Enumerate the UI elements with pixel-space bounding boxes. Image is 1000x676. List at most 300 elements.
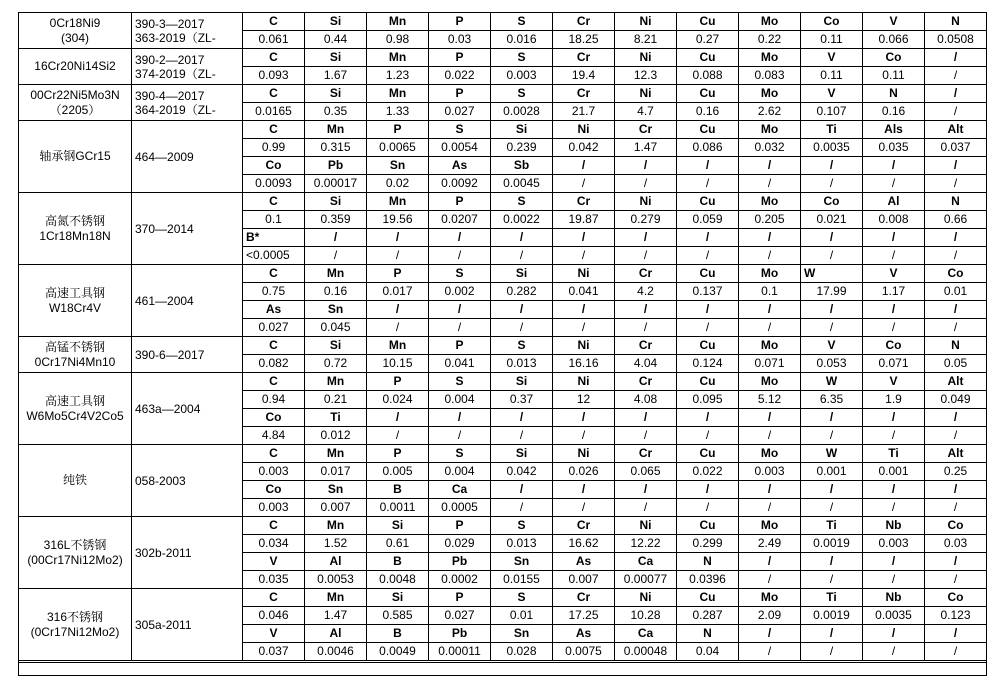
element-value-cell: 1.52 [305,535,367,553]
table-row [19,517,987,535]
element-value-cell: 0.027 [429,607,491,625]
element-value-cell: 0.0022 [491,211,553,229]
element-value-cell: / [677,319,739,337]
element-symbol-cell: N [925,13,987,31]
element-value-cell: 0.35 [305,103,367,121]
element-value-cell: 0.034 [243,535,305,553]
element-symbol-cell: / [739,301,801,319]
element-symbol-cell: N [677,625,739,643]
element-value-cell: 0.282 [491,283,553,301]
element-value-cell: 0.071 [863,355,925,373]
element-symbol-cell: Cu [677,517,739,535]
element-value-cell: 0.1 [739,283,801,301]
material-cell [19,373,132,445]
element-value-cell: 0.045 [305,319,367,337]
element-symbol-cell: / [801,625,863,643]
element-symbol-cell: Co [801,13,863,31]
table-row [19,337,987,355]
element-value-cell: 4.7 [615,103,677,121]
element-value-cell: 0.21 [305,391,367,409]
element-value-cell: 0.66 [925,211,987,229]
element-value-cell: / [491,319,553,337]
standard-line: 461—2004 [135,293,194,308]
table-row [19,85,987,103]
element-value-cell: 0.123 [925,607,987,625]
element-symbol-cell: P [367,445,429,463]
element-value-cell: 0.16 [677,103,739,121]
element-symbol-cell: Ti [801,517,863,535]
element-symbol-cell: Cu [677,589,739,607]
element-symbol-cell: Ti [305,409,367,427]
table-row [19,13,987,31]
element-symbol-cell: Mn [367,337,429,355]
element-symbol-cell: / [553,481,615,499]
element-value-cell: 0.004 [429,391,491,409]
element-value-cell: 0.003 [243,499,305,517]
element-symbol-cell: / [553,409,615,427]
element-symbol-cell: Ti [801,589,863,607]
material-cell [19,13,132,49]
table-row [19,121,987,139]
element-value-cell: / [491,499,553,517]
element-value-cell: 5.12 [739,391,801,409]
element-value-cell: 0.315 [305,139,367,157]
element-value-cell: 0.003 [863,535,925,553]
material-cell [19,589,132,661]
element-value-cell: / [739,319,801,337]
element-symbol-cell: Ni [615,193,677,211]
element-value-cell: 4.84 [243,427,305,445]
element-symbol-cell: Al [305,625,367,643]
element-value-cell: 12 [553,391,615,409]
element-value-cell: 6.35 [801,391,863,409]
element-symbol-cell: / [553,157,615,175]
element-symbol-cell: Ca [615,553,677,571]
element-symbol-cell: / [491,409,553,427]
element-value-cell: / [925,499,987,517]
element-symbol-cell: / [863,481,925,499]
element-symbol-cell: Ca [615,625,677,643]
material-line: 316不锈钢 [46,609,104,624]
element-value-cell: / [367,319,429,337]
standard-line: 464—2009 [135,149,194,164]
element-value-cell: 0.0155 [491,571,553,589]
element-symbol-cell: N [677,553,739,571]
standard-line: 302b-2011 [135,545,192,560]
element-value-cell: / [863,643,925,661]
element-symbol-cell: W [801,265,863,283]
element-symbol-cell: / [553,301,615,319]
table-row [19,589,987,607]
element-symbol-cell: P [429,13,491,31]
element-value-cell: 0.00048 [615,643,677,661]
standard-cell [132,49,243,85]
standard-line: 390-3—2017 [135,16,205,31]
element-value-cell: / [863,427,925,445]
element-symbol-cell: C [243,121,305,139]
element-value-cell: 0.03 [429,31,491,49]
element-symbol-cell: Ni [553,445,615,463]
element-symbol-cell: / [925,553,987,571]
element-symbol-cell: / [925,229,987,247]
element-symbol-cell: S [429,265,491,283]
standard-line: 390-4—2017 [135,88,205,103]
element-symbol-cell: C [243,49,305,67]
element-value-cell: / [429,427,491,445]
element-symbol-cell: S [429,445,491,463]
element-value-cell: 0.0053 [305,571,367,589]
element-value-cell: 0.021 [801,211,863,229]
element-value-cell: 0.124 [677,355,739,373]
standard-line: 370—2014 [135,221,194,236]
element-value-cell: 10.15 [367,355,429,373]
element-value-cell: 0.01 [925,283,987,301]
element-symbol-cell: Mo [739,589,801,607]
element-value-cell: 0.049 [925,391,987,409]
element-symbol-cell: Si [305,193,367,211]
element-value-cell: 0.0165 [243,103,305,121]
element-value-cell: 0.11 [801,67,863,85]
element-value-cell: 0.61 [367,535,429,553]
element-symbol-cell: / [801,229,863,247]
element-value-cell: 0.0002 [429,571,491,589]
element-symbol-cell: / [429,409,491,427]
element-value-cell: 1.67 [305,67,367,85]
material-line: (00Cr17Ni12Mo2) [27,552,123,567]
element-symbol-cell: Alt [925,373,987,391]
element-value-cell: 0.279 [615,211,677,229]
material-cell [19,265,132,337]
material-cell [19,85,132,121]
element-symbol-cell: Sn [367,157,429,175]
element-symbol-cell: / [615,157,677,175]
element-symbol-cell: C [243,337,305,355]
element-symbol-cell: V [801,337,863,355]
element-value-cell: 0.0092 [429,175,491,193]
element-value-cell: 0.359 [305,211,367,229]
element-symbol-cell: C [243,373,305,391]
element-symbol-cell: Mo [739,85,801,103]
element-symbol-cell: Ni [553,121,615,139]
element-value-cell: 0.0019 [801,607,863,625]
element-value-cell: 0.042 [553,139,615,157]
element-symbol-cell: / [739,409,801,427]
element-symbol-cell: / [863,553,925,571]
element-symbol-cell: V [863,373,925,391]
element-symbol-cell: / [367,409,429,427]
element-value-cell: / [925,319,987,337]
element-symbol-cell: Ca [429,481,491,499]
element-value-cell: / [801,247,863,265]
element-symbol-cell: / [615,301,677,319]
element-value-cell: 0.0019 [801,535,863,553]
element-symbol-cell: Mo [739,49,801,67]
element-value-cell: 19.87 [553,211,615,229]
element-value-cell: 2.09 [739,607,801,625]
element-symbol-cell: / [615,409,677,427]
material-cell [19,49,132,85]
element-symbol-cell: N [863,85,925,103]
element-symbol-cell: P [367,373,429,391]
element-value-cell: / [863,247,925,265]
element-value-cell: 0.299 [677,535,739,553]
element-value-cell: / [615,427,677,445]
element-symbol-cell: Si [491,121,553,139]
standard-line: 363-2019（ZL- [135,30,216,45]
element-value-cell: 0.059 [677,211,739,229]
element-value-cell: / [863,175,925,193]
element-value-cell: 12.3 [615,67,677,85]
element-symbol-cell: Si [305,85,367,103]
element-value-cell: / [553,499,615,517]
element-symbol-cell: Ni [615,85,677,103]
element-symbol-cell: Ni [553,373,615,391]
element-symbol-cell: / [739,229,801,247]
material-line: (304) [60,30,89,45]
element-symbol-cell: W [801,373,863,391]
element-symbol-cell: Co [801,193,863,211]
element-value-cell: 16.62 [553,535,615,553]
element-value-cell: 0.001 [863,463,925,481]
element-symbol-cell: Si [367,589,429,607]
element-value-cell: / [925,67,987,85]
element-value-cell: 0.022 [677,463,739,481]
element-value-cell: / [677,427,739,445]
element-value-cell: / [925,175,987,193]
element-symbol-cell: / [677,409,739,427]
element-symbol-cell: / [305,229,367,247]
element-value-cell: 0.05 [925,355,987,373]
element-symbol-cell: / [553,229,615,247]
element-symbol-cell: Co [243,481,305,499]
element-symbol-cell: Mn [367,85,429,103]
element-value-cell: 0.037 [925,139,987,157]
element-symbol-cell: / [677,157,739,175]
element-symbol-cell: / [925,481,987,499]
standard-line: 364-2019（ZL- [135,102,216,117]
element-symbol-cell: / [863,625,925,643]
element-value-cell: 0.0065 [367,139,429,157]
element-value-cell: 2.62 [739,103,801,121]
standard-cell [132,589,243,661]
element-symbol-cell: Sn [491,553,553,571]
element-symbol-cell: Ni [553,265,615,283]
material-line: （2205） [49,102,101,117]
element-symbol-cell: Ni [615,49,677,67]
element-value-cell: / [739,427,801,445]
element-symbol-cell: S [491,517,553,535]
element-value-cell: / [863,499,925,517]
element-value-cell: 0.007 [305,499,367,517]
element-symbol-cell: Cr [553,193,615,211]
table-row [19,373,987,391]
element-symbol-cell: / [801,553,863,571]
element-value-cell: / [553,319,615,337]
element-symbol-cell: / [739,157,801,175]
element-value-cell: 0.035 [243,571,305,589]
element-value-cell: 0.0508 [925,31,987,49]
element-symbol-cell: / [429,229,491,247]
material-line: W6Mo5Cr4V2Co5 [26,408,124,423]
element-symbol-cell: Co [925,517,987,535]
standard-cell [132,85,243,121]
element-symbol-cell: Al [305,553,367,571]
element-value-cell: 0.25 [925,463,987,481]
element-value-cell: 0.72 [305,355,367,373]
element-value-cell: / [863,319,925,337]
element-value-cell: / [305,247,367,265]
element-value-cell: 18.25 [553,31,615,49]
element-value-cell: / [801,643,863,661]
element-symbol-cell: Als [863,121,925,139]
element-symbol-cell: S [429,373,491,391]
element-value-cell: 4.04 [615,355,677,373]
element-symbol-cell: Cr [615,337,677,355]
element-symbol-cell: Co [863,337,925,355]
element-value-cell: / [801,427,863,445]
element-symbol-cell: Si [305,337,367,355]
element-value-cell: 0.088 [677,67,739,85]
element-symbol-cell: S [491,193,553,211]
element-symbol-cell: S [491,85,553,103]
element-symbol-cell: Cr [553,517,615,535]
material-line: (0Cr17Ni12Mo2) [30,624,120,639]
element-value-cell: / [801,571,863,589]
standard-cell [132,337,243,373]
element-symbol-cell: Si [491,373,553,391]
element-symbol-cell: Cu [677,337,739,355]
element-symbol-cell: Cu [677,85,739,103]
element-symbol-cell: Mo [739,517,801,535]
element-value-cell: 0.1 [243,211,305,229]
element-symbol-cell: S [491,589,553,607]
element-value-cell: / [615,499,677,517]
element-value-cell: 0.093 [243,67,305,85]
element-value-cell: / [615,247,677,265]
element-symbol-cell: Cu [677,49,739,67]
element-value-cell: / [677,499,739,517]
element-value-cell: / [615,175,677,193]
element-value-cell: / [925,643,987,661]
element-symbol-cell: / [801,481,863,499]
element-symbol-cell: / [863,301,925,319]
element-value-cell: 0.041 [429,355,491,373]
element-symbol-cell: Mo [739,445,801,463]
element-symbol-cell: / [925,157,987,175]
element-symbol-cell: Ni [615,13,677,31]
element-value-cell: / [739,643,801,661]
element-symbol-cell: N [925,193,987,211]
element-value-cell: 0.16 [863,103,925,121]
standard-line: 390-2—2017 [135,52,205,67]
element-symbol-cell: S [491,13,553,31]
element-value-cell: 0.061 [243,31,305,49]
element-symbol-cell: / [367,301,429,319]
element-value-cell: 17.99 [801,283,863,301]
element-value-cell: / [739,499,801,517]
element-symbol-cell: / [801,301,863,319]
element-value-cell: 0.03 [925,535,987,553]
element-value-cell: 0.004 [429,463,491,481]
element-symbol-cell: / [863,157,925,175]
element-value-cell: 0.16 [305,283,367,301]
element-symbol-cell: / [491,481,553,499]
element-value-cell: 0.99 [243,139,305,157]
element-value-cell: 0.00077 [615,571,677,589]
element-symbol-cell: Cr [615,445,677,463]
element-symbol-cell: / [677,229,739,247]
element-symbol-cell: / [367,229,429,247]
material-cell [19,337,132,373]
element-value-cell: / [801,319,863,337]
element-symbol-cell: Cu [677,373,739,391]
element-value-cell: 0.001 [801,463,863,481]
table-row [19,193,987,211]
material-cell [19,517,132,589]
element-symbol-cell: Co [243,409,305,427]
material-line: 0Cr17Ni4Mn10 [34,354,116,369]
element-symbol-cell: / [925,625,987,643]
element-value-cell: / [553,247,615,265]
standard-line: 390-6—2017 [135,347,205,362]
element-value-cell: / [553,427,615,445]
element-symbol-cell: Ni [615,517,677,535]
standard-line: 374-2019（ZL- [135,66,216,81]
element-value-cell: 0.071 [739,355,801,373]
element-symbol-cell: Si [491,265,553,283]
element-symbol-cell: Mo [739,193,801,211]
element-value-cell: 0.086 [677,139,739,157]
element-value-cell: 4.08 [615,391,677,409]
element-value-cell: 0.0035 [863,607,925,625]
element-symbol-cell: / [925,85,987,103]
element-value-cell: 0.37 [491,391,553,409]
element-symbol-cell: / [863,409,925,427]
element-symbol-cell: / [615,229,677,247]
element-symbol-cell: Sn [305,301,367,319]
bottom-rule [18,662,986,663]
element-symbol-cell: B [367,625,429,643]
element-value-cell: 0.041 [553,283,615,301]
element-value-cell: 21.7 [553,103,615,121]
element-value-cell: 1.33 [367,103,429,121]
element-value-cell: 0.0207 [429,211,491,229]
element-value-cell: 0.028 [491,643,553,661]
element-symbol-cell: / [677,301,739,319]
element-symbol-cell: C [243,85,305,103]
element-value-cell: 0.585 [367,607,429,625]
element-symbol-cell: B [367,553,429,571]
element-symbol-cell: Pb [429,625,491,643]
element-symbol-cell: C [243,445,305,463]
element-value-cell: 1.47 [305,607,367,625]
element-value-cell: 0.005 [367,463,429,481]
element-symbol-cell: Cr [553,589,615,607]
element-value-cell: 19.56 [367,211,429,229]
element-symbol-cell: P [429,49,491,67]
element-symbol-cell: Co [243,157,305,175]
element-value-cell: / [367,247,429,265]
element-value-cell: 0.27 [677,31,739,49]
element-value-cell: 0.026 [553,463,615,481]
element-symbol-cell: / [925,301,987,319]
element-symbol-cell: N [925,337,987,355]
element-symbol-cell: Si [305,13,367,31]
element-value-cell: 0.137 [677,283,739,301]
element-value-cell: / [925,103,987,121]
element-value-cell: 0.00017 [305,175,367,193]
element-value-cell: 0.017 [305,463,367,481]
